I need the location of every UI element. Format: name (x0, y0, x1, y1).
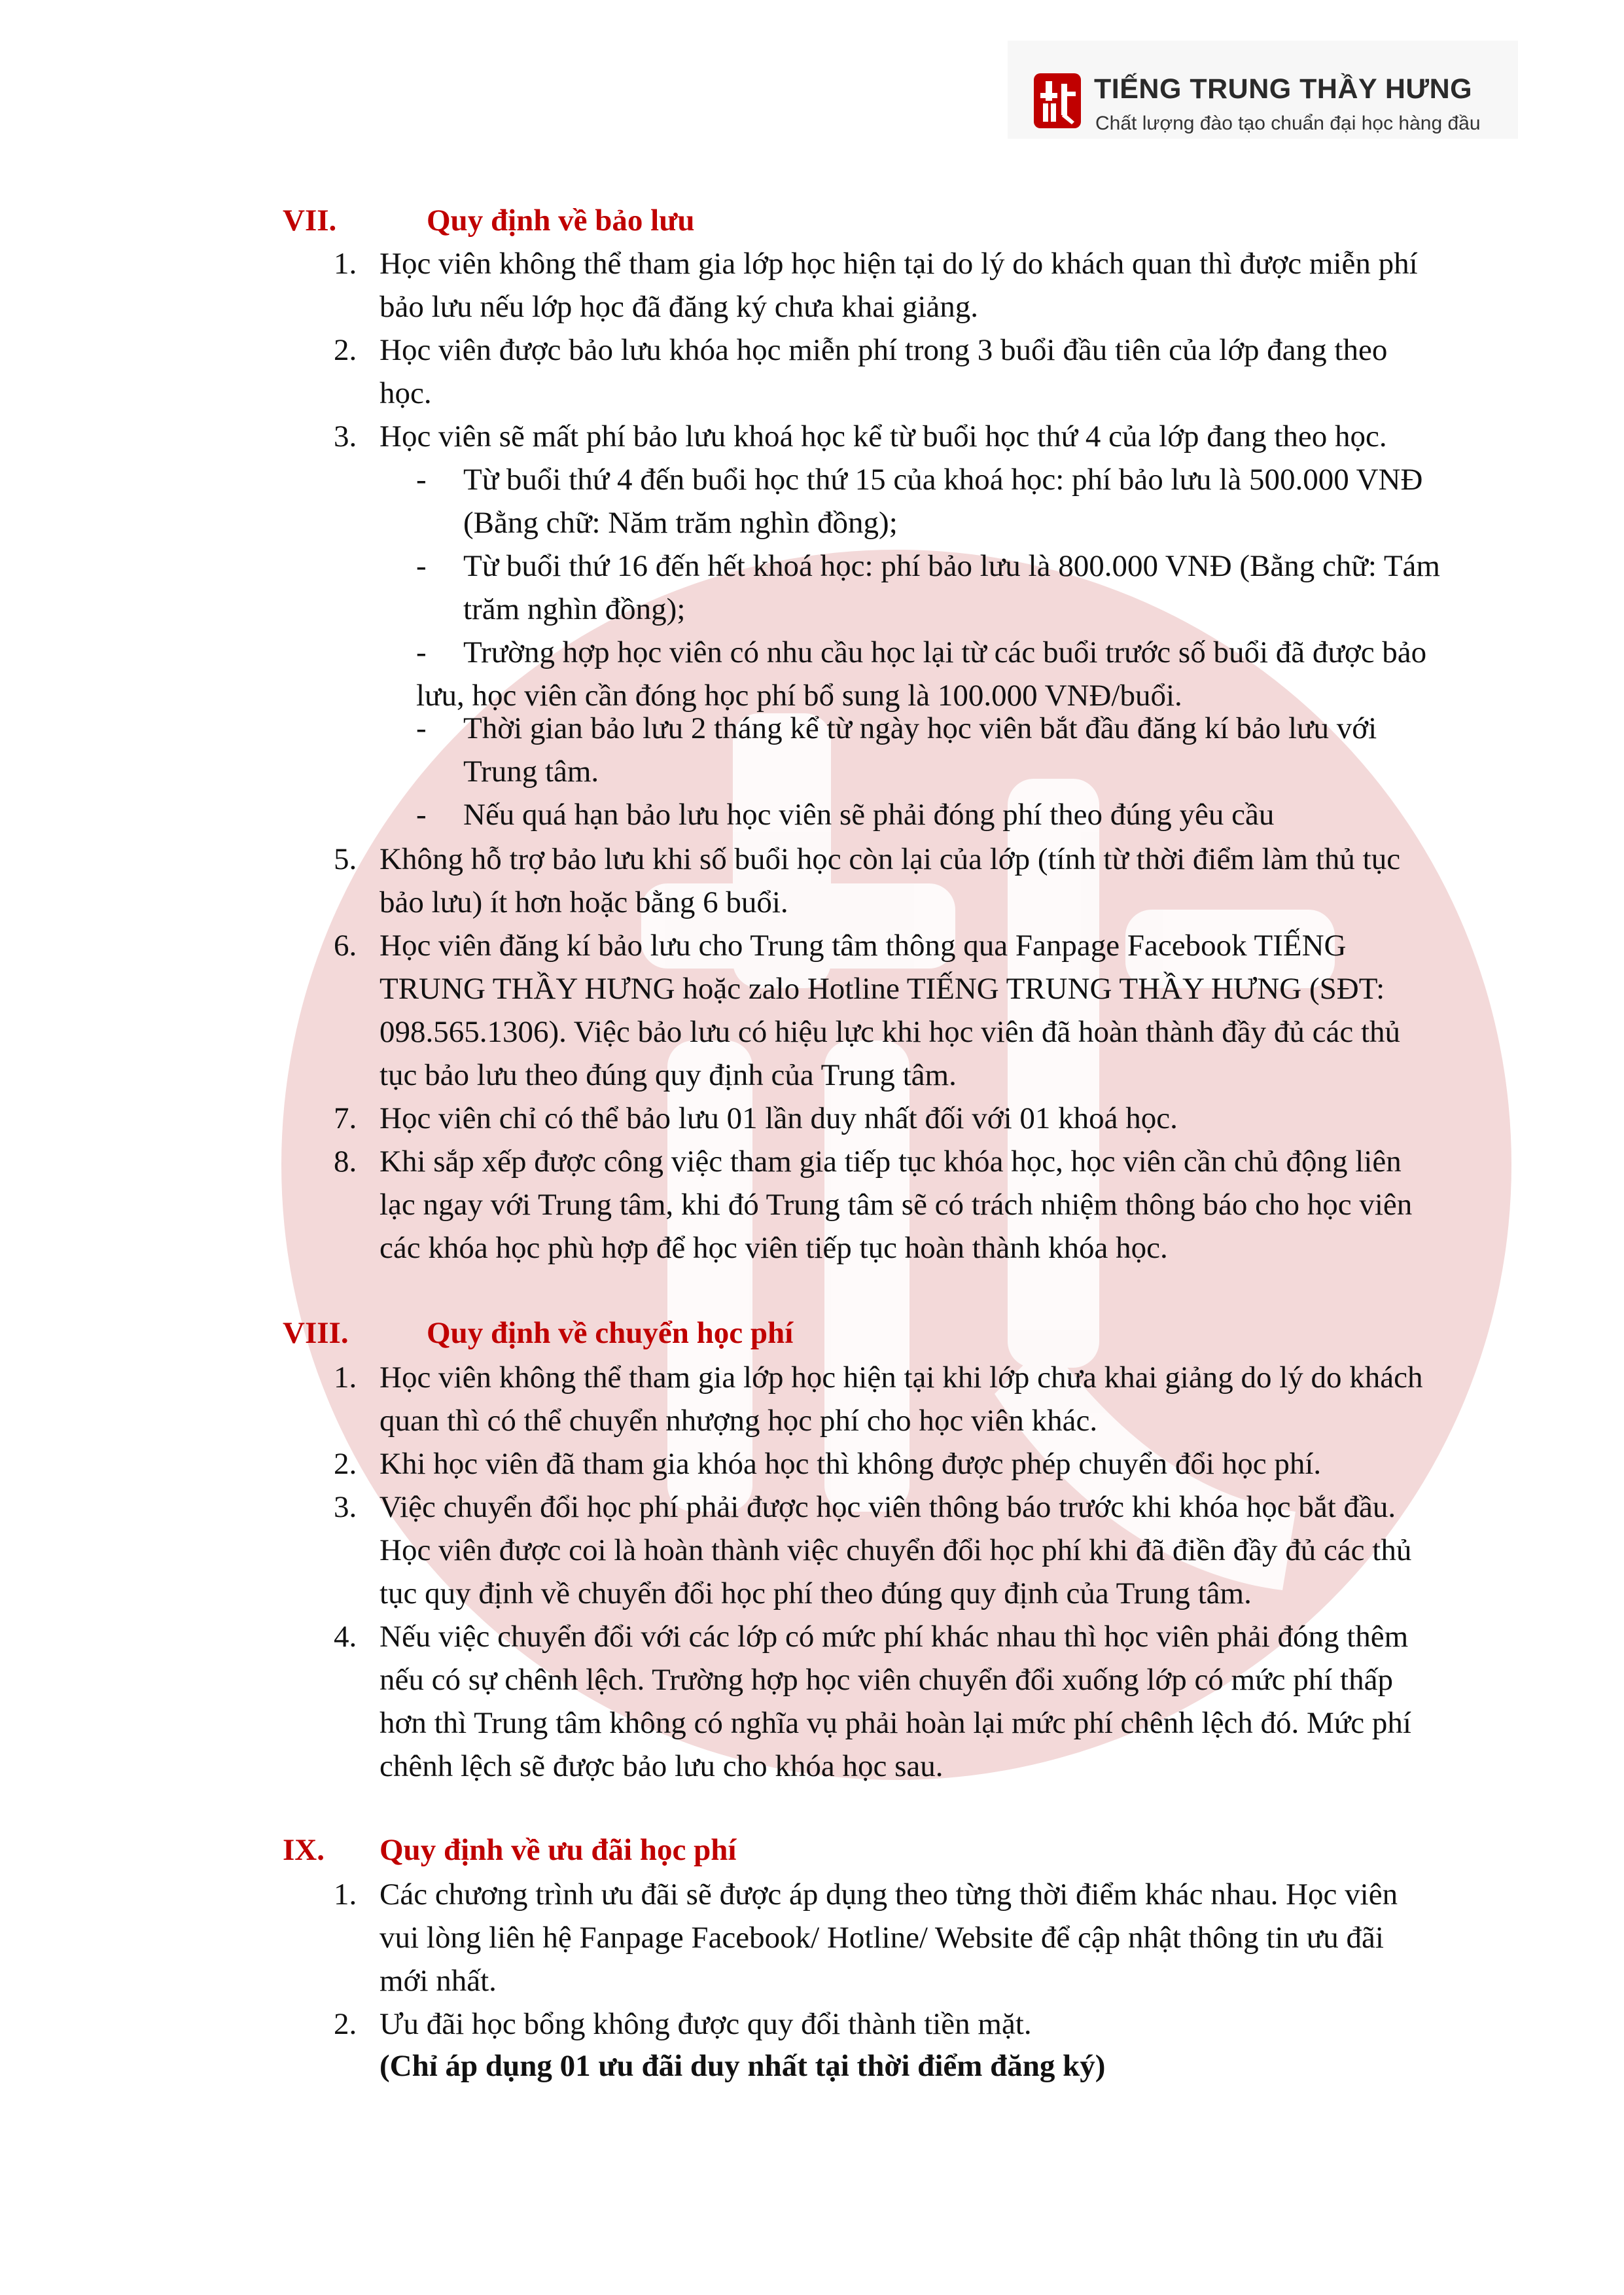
list-item-number: 8. (334, 1145, 357, 1179)
list-item-number: 5. (334, 842, 357, 876)
section-number: VIII. (283, 1316, 349, 1350)
dash-marker: - (416, 711, 427, 745)
sub-list-item-line: Trung tâm. (463, 755, 599, 789)
list-item-number: 2. (334, 333, 357, 367)
list-item-line: tục quy định về chuyển đổi học phí theo đúng quy định của Trung tâm. (380, 1576, 1252, 1610)
section-title: Quy định về bảo lưu (427, 204, 695, 238)
list-item-line: Học viên sẽ mất phí bảo lưu khoá học kể từ buổi học thứ 4 của lớp đang theo học. (380, 419, 1387, 454)
list-item-number: 3. (334, 419, 357, 454)
dash-marker: - (416, 549, 427, 583)
list-item-number: 4. (334, 1620, 357, 1654)
list-item-line: Nếu việc chuyển đổi với các lớp có mức phí khác nhau thì học viên phải đóng thêm (380, 1620, 1409, 1654)
list-item-line: Việc chuyển đổi học phí phải được học viên thông báo trước khi khóa học bắt đầu. (380, 1490, 1396, 1524)
list-item-line: Khi sắp xếp được công việc tham gia tiếp tục khóa học, học viên cần chủ động liên (380, 1145, 1402, 1179)
list-item-number: 1. (334, 1361, 357, 1395)
sub-list-item-line: Từ buổi thứ 16 đến hết khoá học: phí bảo lưu là 800.000 VNĐ (Bằng chữ: Tám (463, 549, 1440, 583)
list-item-line: Học viên không thể tham gia lớp học hiện tại khi lớp chưa khai giảng do lý do khách (380, 1361, 1423, 1395)
list-item-line: Học viên được coi là hoàn thành việc chuyển đổi học phí khi đã điền đầy đủ các thủ (380, 1533, 1412, 1567)
list-item-number: 7. (334, 1101, 357, 1135)
list-item-line: Học viên chỉ có thể bảo lưu 01 lần duy nhất đối với 01 khoá học. (380, 1101, 1178, 1135)
section-number: VII. (283, 204, 337, 238)
sub-list-item-line: Nếu quá hạn bảo lưu học viên sẽ phải đóng phí theo đúng yêu cầu (463, 798, 1275, 832)
list-item-line: các khóa học phù hợp để học viên tiếp tục hoàn thành khóa học. (380, 1231, 1168, 1265)
list-item-line: Ưu đãi học bổng không được quy đổi thành tiền mặt. (380, 2007, 1032, 2041)
list-item-number: 1. (334, 247, 357, 281)
sub-list-item-line: lưu, học viên cần đóng học phí bổ sung là 100.000 VNĐ/buổi. (416, 679, 1182, 713)
list-item-line: TRUNG THẦY HƯNG hoặc zalo Hotline TIẾNG TRUNG THẦY HƯNG (SĐT: (380, 972, 1385, 1006)
list-item-line: quan thì có thể chuyển nhượng học phí cho học viên khác. (380, 1404, 1098, 1438)
list-item-line: Học viên không thể tham gia lớp học hiện tại do lý do khách quan thì được miễn phí (380, 247, 1418, 281)
section-number: IX. (283, 1833, 325, 1867)
list-item-line: nếu có sự chênh lệch. Trường hợp học viên chuyển đổi xuống lớp có mức phí thấp (380, 1663, 1393, 1697)
sub-list-item-line: Thời gian bảo lưu 2 tháng kể từ ngày học viên bắt đầu đăng kí bảo lưu với (463, 711, 1377, 745)
list-item-line: lạc ngay với Trung tâm, khi đó Trung tâm sẽ có trách nhiệm thông báo cho học viên (380, 1188, 1413, 1222)
dash-marker: - (416, 463, 427, 497)
list-item-line: 098.565.1306). Việc bảo lưu có hiệu lực khi học viên đã hoàn thành đầy đủ các thủ (380, 1015, 1400, 1049)
section-title: Quy định về ưu đãi học phí (380, 1833, 737, 1867)
sub-list-item-line: trăm nghìn đồng); (463, 592, 686, 626)
sub-list-item-line: Từ buổi thứ 4 đến buổi học thứ 15 của khoá học: phí bảo lưu là 500.000 VNĐ (463, 463, 1423, 497)
list-item-line: vui lòng liên hệ Fanpage Facebook/ Hotline/ Website để cập nhật thông tin ưu đãi (380, 1921, 1384, 1955)
list-item-line: Không hỗ trợ bảo lưu khi số buổi học còn lại của lớp (tính từ thời điểm làm thủ tục (380, 842, 1401, 876)
section-title: Quy định về chuyển học phí (427, 1316, 794, 1350)
list-item-line: bảo lưu nếu lớp học đã đăng ký chưa khai giảng. (380, 290, 979, 324)
brand-tagline: Chất lượng đào tạo chuẩn đại học hàng đầu (1095, 113, 1481, 134)
list-item-line: mới nhất. (380, 1964, 497, 1998)
list-item-number: 1. (334, 1877, 357, 1912)
list-item-number: 3. (334, 1490, 357, 1524)
list-item-line: Học viên đăng kí bảo lưu cho Trung tâm thông qua Fanpage Facebook TIẾNG (380, 929, 1347, 963)
list-item-line: Học viên được bảo lưu khóa học miễn phí trong 3 buổi đầu tiên của lớp đang theo (380, 333, 1388, 367)
offer-note: (Chỉ áp dụng 01 ưu đãi duy nhất tại thời điểm đăng ký) (380, 2049, 1106, 2083)
list-item-line: tục bảo lưu theo đúng quy định của Trung tâm. (380, 1058, 957, 1092)
dash-marker: - (416, 635, 427, 669)
sub-list-item-line: (Bằng chữ: Năm trăm nghìn đồng); (463, 506, 898, 540)
red-seal-logo-icon (1034, 73, 1081, 128)
list-item-line: học. (380, 376, 432, 410)
list-item-line: bảo lưu) ít hơn hoặc bằng 6 buổi. (380, 885, 788, 919)
list-item-line: Khi học viên đã tham gia khóa học thì không được phép chuyển đổi học phí. (380, 1447, 1322, 1481)
list-item-line: chênh lệch sẽ được bảo lưu cho khóa học sau. (380, 1749, 944, 1783)
list-item-line: Các chương trình ưu đãi sẽ được áp dụng theo từng thời điểm khác nhau. Học viên (380, 1877, 1398, 1912)
dash-marker: - (416, 798, 427, 832)
list-item-line: hơn thì Trung tâm không có nghĩa vụ phải hoàn lại mức phí chênh lệch đó. Mức phí (380, 1706, 1411, 1740)
list-item-number: 6. (334, 929, 357, 963)
brand-name: TIẾNG TRUNG THẦY HƯNG (1094, 73, 1473, 105)
sub-list-item-line: Trường hợp học viên có nhu cầu học lại từ các buổi trước số buổi đã được bảo (463, 635, 1427, 669)
list-item-number: 2. (334, 2007, 357, 2041)
list-item-number: 2. (334, 1447, 357, 1481)
